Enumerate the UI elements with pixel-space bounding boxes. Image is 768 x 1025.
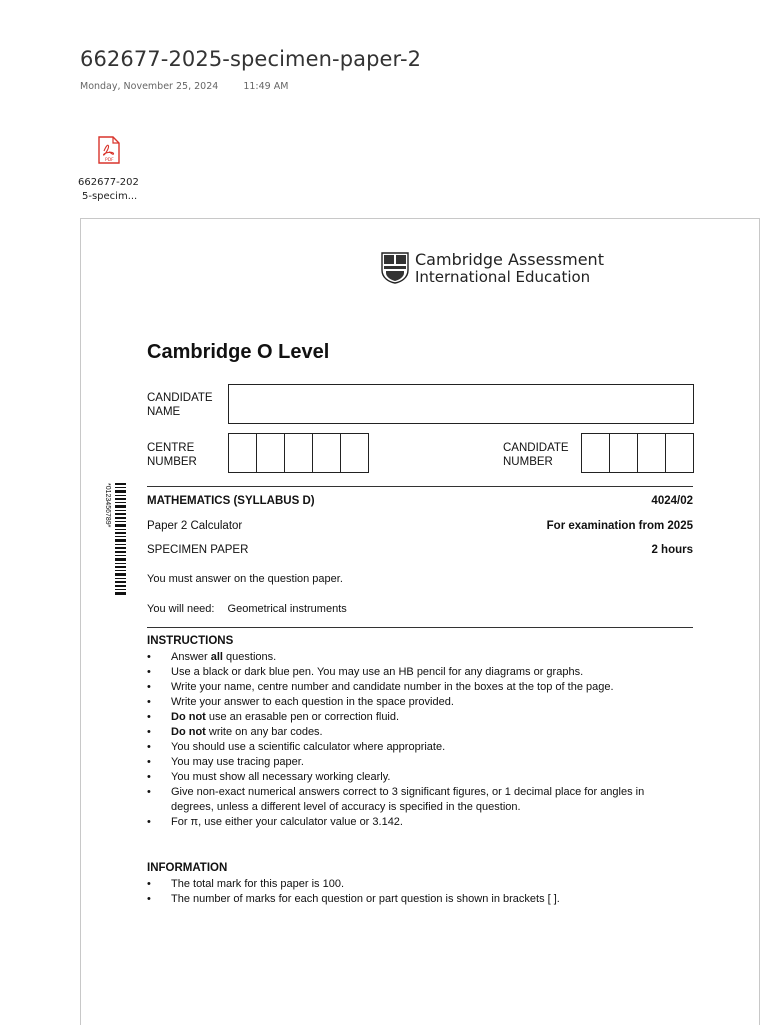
instructions-list [147, 650, 687, 830]
paper-row [147, 520, 693, 532]
information-heading: INFORMATION [147, 862, 228, 874]
information-item: • The number of marks for each question or part question is shown in brackets [ ]. [147, 892, 687, 907]
instruction-item: • Give non-exact numerical answers correct to 3 significant figures, or 1 decimal place for angles in degrees, unless a different level of accuracy is specified in the question. [147, 785, 687, 815]
divider [147, 627, 693, 628]
instruction-item: • You may use tracing paper. [147, 755, 687, 770]
centre-number-label: CENTRE NUMBER [147, 442, 197, 468]
attachment-filename: 662677-202 5-specim... [78, 177, 139, 202]
duration: 2 hours [651, 544, 693, 556]
you-will-need: You will need: Geometrical instruments [147, 603, 347, 615]
subject-row [147, 495, 693, 507]
instruction-item: • Write your answer to each question in the space provided. [147, 695, 687, 710]
qualification-title: Cambridge O Level [147, 341, 330, 363]
instruction-item: • Answer all questions. [147, 650, 687, 665]
syllabus-code: 4024/02 [651, 495, 693, 507]
candidate-number-boxes [581, 433, 694, 473]
instruction-item: • Write your name, centre number and candidate number in the boxes at the top of the page. [147, 680, 687, 695]
svg-text:PDF: PDF [105, 158, 114, 163]
information-list [147, 877, 687, 907]
note-date: Monday, November 25, 2024 [80, 81, 219, 92]
exam-from: For examination from 2025 [546, 520, 693, 532]
paper-name: Paper 2 Calculator [147, 520, 243, 532]
divider [147, 486, 693, 487]
must-answer: You must answer on the question paper. [147, 573, 343, 585]
information-item: • The total mark for this paper is 100. [147, 877, 687, 892]
pdf-file-icon [98, 136, 120, 164]
instruction-item: • Do not write on any bar codes. [147, 725, 687, 740]
note-time: 11:49 AM [243, 81, 289, 92]
instructions-heading: INSTRUCTIONS [147, 635, 234, 647]
barcode [103, 481, 127, 601]
instruction-item: • Use a black or dark blue pen. You may use an HB pencil for any diagrams or graphs. [147, 665, 687, 680]
specimen-row [147, 544, 693, 556]
centre-number-boxes [228, 433, 369, 473]
note-title[interactable]: 662677-2025-specimen-paper-2 [80, 47, 422, 71]
instruction-item: • You must show all necessary working clearly. [147, 770, 687, 785]
logo-line2: International Education [415, 268, 591, 286]
pdf-preview[interactable] [80, 218, 760, 1025]
note-timestamp [80, 81, 288, 92]
crest-icon [381, 252, 409, 284]
candidate-name-box [228, 384, 694, 424]
instruction-item: • Do not use an erasable pen or correction fluid. [147, 710, 687, 725]
instruction-item: • You should use a scientific calculator where appropriate. [147, 740, 687, 755]
subject-title: MATHEMATICS (SYLLABUS D) [147, 495, 315, 507]
candidate-number-label: CANDIDATE NUMBER [503, 442, 569, 468]
instruction-item: • For π, use either your calculator value or 3.142. [147, 815, 687, 830]
barcode-number: *0123456789* [104, 483, 111, 528]
specimen-label: SPECIMEN PAPER [147, 544, 249, 556]
logo-line1: Cambridge Assessment [415, 250, 604, 269]
candidate-name-label: CANDIDATE NAME [147, 392, 213, 418]
